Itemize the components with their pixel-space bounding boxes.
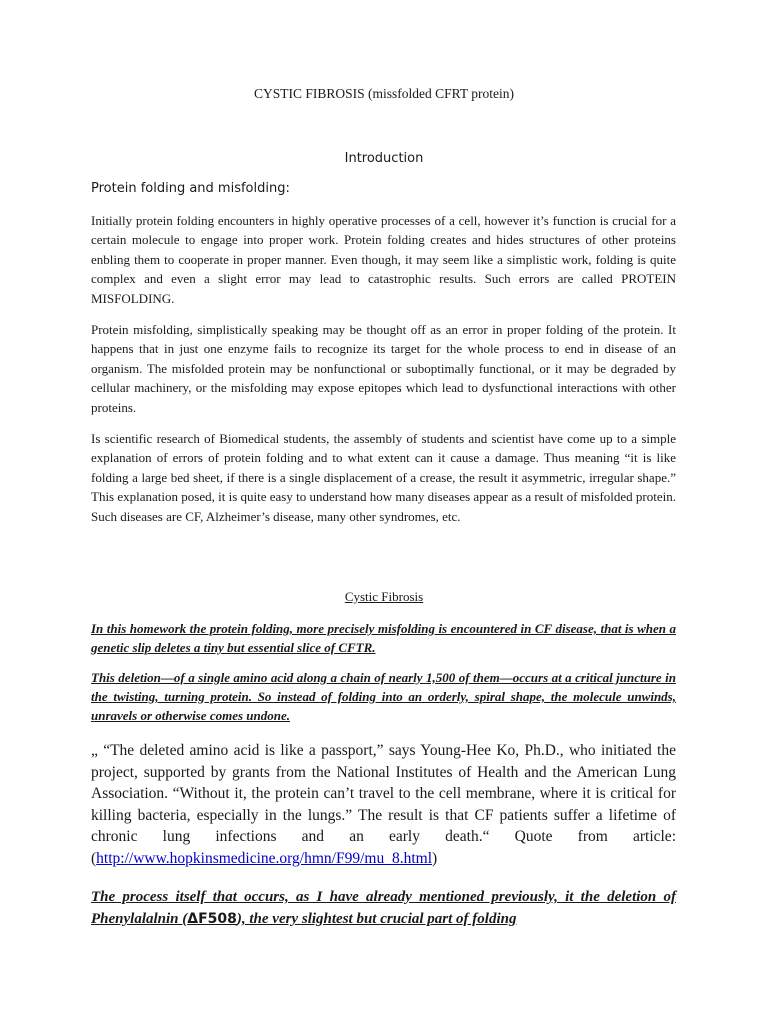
paragraph-protein-misfolding: Protein misfolding, simplistically speaking may be thought off as an error in proper folding of the protein. It happens that in just one enzyme fails to recognize its target for the whole process to end in disease of an organism. The misfolded protein may be nonfunctional or suboptimally functional, or it may be degraded by cellular machinery, or the misfolding may expose epitopes which lead to dysfunctional interactions with other proteins.	[91, 322, 676, 415]
quote-paragraph	[91, 740, 676, 870]
paragraph-deletion: This deletion—of a single amino acid along a chain of nearly 1,500 of them—occurs at a critical juncture in the twisting, turning protein. So instead of folding into an orderly, spiral shape, the molecule unwinds, unravels or otherwise comes undone.	[91, 670, 676, 723]
paragraph-protein-folding: Initially protein folding encounters in highly operative processes of a cell, however it’s function is crucial for a certain molecule to engage into proper work. Protein folding creates and hides structures of other proteins enbling them to cooperate in proper manner. Even though, it may seem like a simplistic work, folding is quite complex and even a slight error may lead to catastrophic results. Such errors are called PROTEIN MISFOLDING.	[91, 213, 676, 306]
paragraph-research: Is scientific research of Biomedical students, the assembly of students and scientist have come up to a simple explanation of errors of protein folding and to what extent can it cause a damage. Thus meaning “it is like folding a large bed sheet, if there is a single displacement of a crease, the result it asymmetric, irregular shape.” This explanation posed, it is quite easy to understand how many diseases appear as a result of misfolded protein. Such diseases are CF, Alzheimer’s disease, many other syndromes, etc.	[91, 431, 676, 524]
delta-f508-symbol: ΔF508	[187, 911, 237, 927]
introduction-heading: Introduction	[344, 151, 424, 166]
article-link[interactable]: http://www.hopkinsmedicine.org/hmn/F99/mu_8.html	[96, 849, 433, 867]
process-text-end: ), the very slightest but crucial part of folding	[236, 911, 517, 927]
document-title: CYSTIC FIBROSIS (missfolded CFRT protein)	[254, 86, 514, 101]
paragraph-homework-intro: In this homework the protein folding, more precisely misfolding is encountered in CF disease, that is when a genetic slip deletes a tiny but essential slice of CFTR.	[91, 621, 676, 655]
quote-text: „ “The deleted amino acid is like a passport,” says Young-Hee Ko, Ph.D., who initiated the project, supported by grants from the National Institutes of Health and the American Lung Association. “Without it, the protein can’t travel to the cell membrane, where it is critical for killing bacteria, especially in the lungs.” The result is that CF patients suffer a lifetime of chronic lung infections and an early death.“ Quote from article: (	[91, 742, 676, 867]
cystic-fibrosis-heading: Cystic Fibrosis	[344, 589, 424, 604]
section-subheading: Protein folding and misfolding:	[91, 181, 290, 196]
process-text-start: The process itself that occurs, as I have already mentioned previously, it the deletion of Phenylalalnin (	[91, 889, 676, 927]
process-paragraph	[91, 886, 676, 930]
quote-close: )	[432, 849, 438, 867]
